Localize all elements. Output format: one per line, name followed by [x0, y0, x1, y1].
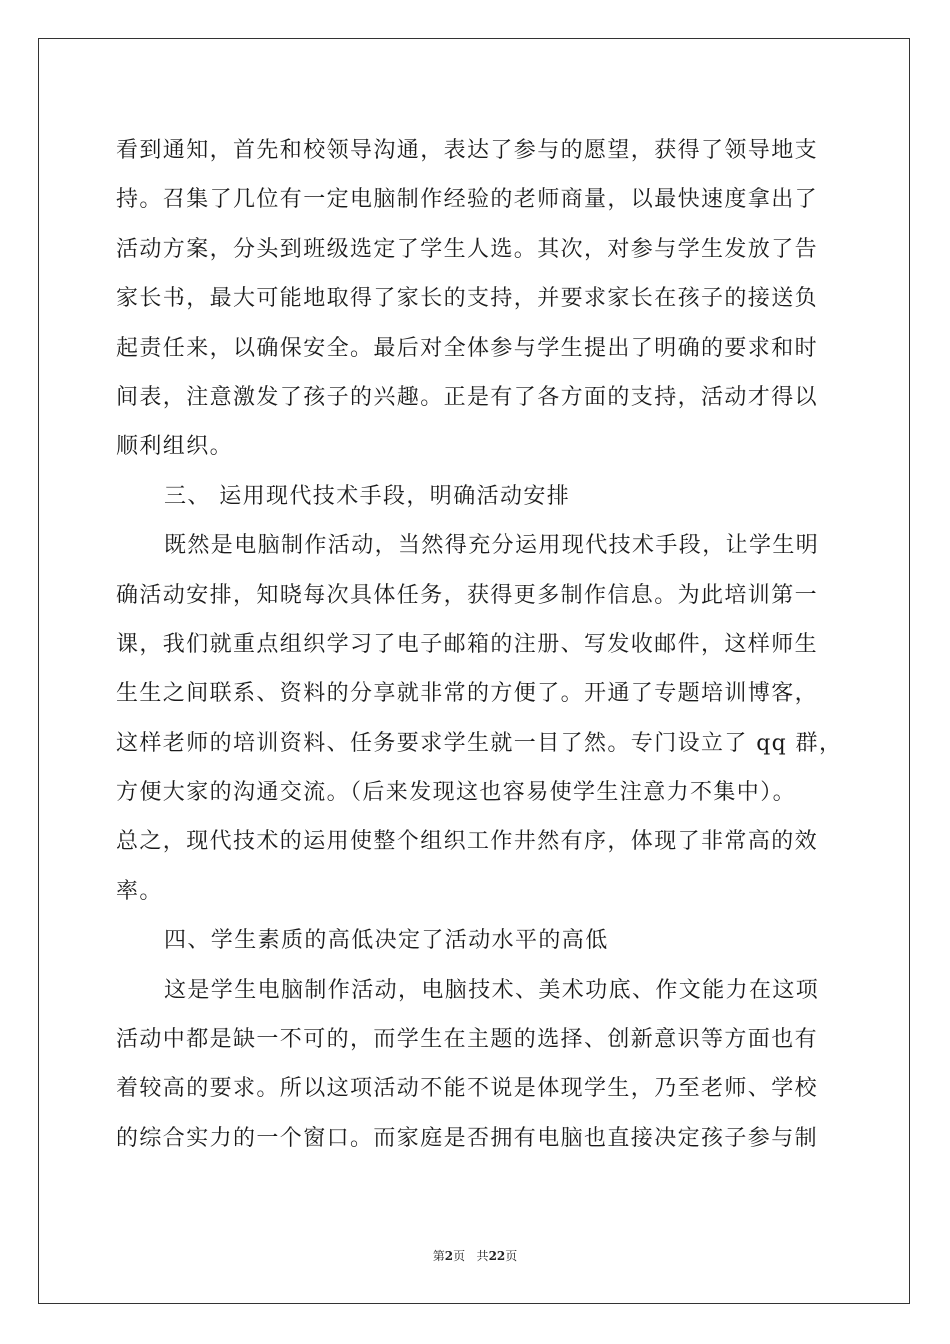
- text-line: 总之，现代技术的运用使整个组织工作井然有序，体现了非常高的效: [116, 829, 819, 855]
- text-line: 方便大家的沟通交流。（后来发现这也容易使学生注意力不集中）。: [116, 780, 797, 806]
- total-pages: 22: [488, 1249, 506, 1263]
- text-line: 着较高的要求。所以这项活动不能不说是体现学生，乃至老师、学校: [116, 1076, 819, 1102]
- text-line: 持。召集了几位有一定电脑制作经验的老师商量，以最快速度拿出了: [116, 187, 819, 213]
- total-suffix: 页: [505, 1249, 518, 1263]
- text-line: 活动中都是缺一不可的，而学生在主题的选择、创新意识等方面也有: [116, 1027, 819, 1053]
- text-line: 家长书，最大可能地取得了家长的支持，并要求家长在孩子的接送负: [116, 286, 819, 312]
- text-line: 既然是电脑制作活动，当然得充分运用现代技术手段，让学生明: [164, 533, 820, 559]
- text-line: 活动方案，分头到班级选定了学生人选。其次，对参与学生发放了告: [116, 236, 819, 262]
- total-prefix: 共: [476, 1249, 489, 1263]
- section-heading-3: 三、 运用现代技术手段，明确活动安排: [164, 483, 571, 509]
- text-line: 课，我们就重点组织学习了电子邮箱的注册、写发收邮件，这样师生: [116, 631, 819, 657]
- text-line: 率。: [116, 878, 163, 904]
- section-heading-4: 四、学生素质的高低决定了活动水平的高低: [164, 928, 609, 954]
- text-line: 生生之间联系、资料的分享就非常的方便了。开通了专题培训博客，: [116, 681, 819, 707]
- text-line: 的综合实力的一个窗口。而家庭是否拥有电脑也直接决定孩子参与制: [116, 1125, 819, 1151]
- text-line: 起责任来，以确保安全。最后对全体参与学生提出了明确的要求和时: [116, 335, 819, 361]
- text-line: 顺利组织。: [116, 434, 234, 460]
- text-line: 看到通知，首先和校领导沟通，表达了参与的愿望，获得了领导地支: [116, 138, 819, 163]
- document-body: [116, 126, 843, 1163]
- text-line: 这是学生电脑制作活动，电脑技术、美术功底、作文能力在这项: [164, 977, 820, 1003]
- page-prefix: 第: [432, 1249, 445, 1263]
- page-suffix: 页: [453, 1249, 466, 1263]
- page-footer: [0, 1248, 950, 1264]
- text-line: 间表，注意激发了孩子的兴趣。正是有了各方面的支持，活动才得以: [116, 384, 819, 410]
- text-line: 确活动安排，知晓每次具体任务，获得更多制作信息。为此培训第一: [116, 582, 819, 608]
- text-line: 这样老师的培训资料、任务要求学生就一目了然。专门设立了 qq 群，: [116, 730, 843, 756]
- page-number: 2: [444, 1249, 454, 1263]
